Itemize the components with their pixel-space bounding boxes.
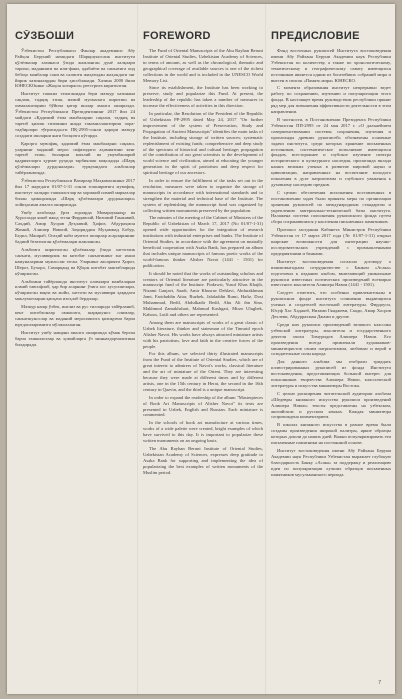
paragraph: В школах книжного искусства в разное время были созданы произведения широкой палитры, яркие образцы которых дошли до наших дней. Важно популяризировать эти письменные памятники на постоянной основе.	[271, 422, 391, 446]
column-english	[143, 30, 263, 680]
paragraph: Ўзбекистон Республикаси Фанлар академияси Абу Райҳон Беруний номидаги Шарқшунослик институти қўлёзмалар хазинаси ўзида жамланган дунё халқлари тарихи, маданияти ва илм-фани, адабиёти ва санъатига оид бебаҳо манбалар сони ва салмоғи жиҳатидан жаҳондаги энг йирик хазиналардан бири ҳисобланади. Хазина 2000 йили ЮНЕСКОнинг «Жаҳон хотираси» реестрига киритилган.	[15, 48, 135, 89]
heading-english: FOREWORD	[143, 30, 211, 42]
paragraph: In the schools of book art manufacture at various times, works of a wide palette were created, bright examples of which have survived to this day. It is important to popularize these written monuments on an ongoing basis.	[143, 420, 263, 444]
paragraph: Ўзбекистон Республикаси Вазирлар Маҳкамасининг 2017 йил 17 мартдаги 01/07-1-31 сонли топшириғига мувофиқ, институт халқаро ташкилотлар ва хорижий илмий марказлар билан ҳамкорликда «Шарқ қўлёзмалари дурдоналари» лойиҳасини амалга оширмоқда.	[15, 178, 135, 207]
paragraph: Among them are manuscripts of works of a great classic of Uzbek literature, thinker and statesman of the Timurid epoch Alisher Navoi. His works have always attracted miniature artists with his patriotism, love and faith in the creative forces of the people.	[143, 319, 263, 349]
paragraph: В частности, в Постановлении Президента Республики Узбекистан ПП-2995 от 24 мая 2017 г. «О дальнейшем совершенствовании системы сохранения, изучения и пропаганды древних рукописей» обозначены основные задачи института, среди которых хранение письменных источников, систематическое пополнение имеющихся фондов, всестороннее и глубокое изучение спектра исторического и культурного наследия, пропаганда вклада наших великих ученых в развитие мировой науки и цивилизации, направленных на воспитание молодого поколения в духе патриотизма и глубокого уважения к духовному наследию предков.	[271, 116, 391, 187]
paragraph: Альбомни тайёрлашда институт олимлари манбаларни илмий тавсифлаб, ҳар бир асарнинг ўзига хос хусусиятлари, кўчирилган вақти ва жойи, хаттоти ва мусаввири ҳақидаги маълумотларни қисқача изоҳлаб бердилар.	[15, 278, 135, 302]
paragraphs-english	[143, 48, 263, 476]
column-divider	[265, 4, 266, 694]
paragraph: Среди них рукописи произведений великого классика узбекской литературы, мыслителя и государственного деятеля эпохи Тимуридов Алишера Навои. Его произведения всегда привлекали художников-миниатюристов своим патриотизмом, любовью и верой в созидательные силы народа.	[271, 321, 391, 357]
paragraph: Следует отметить, что особенно привлекательны в рукописном фонде института сочинения выдающихся ученых и создателей восточной литературы. Фирдоуси, Юсуф Хас Хаджиб, Низами Гянджеви, Саади, Амир Хосров Дехлеви, Абдуррахман Джами и другие.	[271, 290, 391, 319]
paragraph: С целью обеспечения исполнения поставленных в постановлении задач были приняты меры по организации хранения рукописей по международным стандартам и укреплению материально-технической базы института. Налажена система пополнения рукописного фонда путем сбора сохранившихся у населения письменных памятников.	[271, 189, 391, 225]
paragraph: Институт ташкил этилганидан бери мазкур хазинани сақлаш, тадқиқ этиш, илмий муомалага киритиш ва оммалаштириш бўйича қатор ишлар амалга оширилди. Ўзбекистон Республикаси Президентининг 2017 йил 24 майдаги «Қадимий ёзма манбаларни сақлаш, тадқиқ ва тарғиб қилиш тизимини янада такомиллаштириш чора-тадбирлари тўғрисида»ги ПҚ-2995-сонли қарори мазкур соҳадаги ишларни янги босқичга кўтарди.	[15, 91, 135, 138]
page-number: 7	[378, 680, 381, 686]
paragraphs-russian	[271, 48, 391, 478]
paragraph: In order to expand the readership of the album "Masterpieces of Book Art Manuscripts of Alisher Navoi" its texts are presented in Uzbek, English and Russian. Each miniature is commented.	[143, 394, 263, 418]
paragraph: Институт востоковедения имени Абу Райхана Беруни Академии наук Республики Узбекистан выражает глубокую благодарность Банку «Асака» за поддержку и реализацию идеи по популяризации лучших образцов письменных памятников мусульманского периода.	[271, 448, 391, 477]
paragraph: The Fund of Oriental Manuscripts of the Abu Rayhan Beruni Institute of Oriental Studies, Uzbekistan Academy of Sciences, in terms of amount, as well as the chronological, thematic and geographical coverage of available sources is one of the richest collections in the world and is included in the UNESCO World Memory List.	[143, 48, 263, 83]
paragraph: Институт востоковедения согласно договору о взаимовыгодном сотрудничестве с Банком «Асака» подготовил к изданию альбом, включающий уникальные рукописи известных поэтических произведений всемирно известного мыслителя Алишера Навои (1441 - 1501).	[271, 258, 391, 288]
paragraph: Мазкур нашр ўзбек, инглиз ва рус тилларида тайёрланиб, кенг китобхонлар оммасига, шарқшунос олимлар, санъатшунослар ва маданий меросимизга қизиқувчи барча юртдошларимизга мўлжалланган.	[15, 304, 135, 327]
paragraph: Фонд восточных рукописей Института востоковедения имени Абу Райхана Беруни Академии наук Республики Узбекистан по количеству, а также по хронологическому, тематическому и географическому охвату имеющихся источников является одним из богатейших собраний мира и внесен в список «Память мира» ЮНЕСКО.	[271, 48, 391, 83]
column-russian	[271, 30, 391, 680]
heading-uzbek: СЎЗБОШИ	[15, 30, 75, 42]
paragraph: It should be noted that the works of outstanding scholars and creators of Oriental literature are particularly attractive in the manuscript fund of the Institute. Firdawsi, Yusuf Khas Khajib, Nizami Ganjavi, Saadi, Amir Khusrav Dehlavi, Abdurakhman Jami, Fariduddin Attar, Ruzbek, Jalaladdin Rumi, Hafiz, Dost Muhammad, Bedil, Abdulkadir Bedil, Abu Ali ibn Sina, Makhmud Zamakhshari, Mahmud Kashgari, Mirzo Ulugbek, Kaboos, Lutfi and others are represented.	[143, 270, 263, 317]
paragraph: The minutes of the meeting of the Cabinet of Ministers of the Republic of Uzbekistan of March 17, 2017 (No 01/07-1-31) opened wide opportunities for the integration of research institutions with industrial enterprises and banks. The Institute of Oriental Studies, in accordance with the agreement on mutually beneficial cooperation with Asaka Bank, has prepared an album that includes unique manuscripts of famous poetic works of the world-famous thinker Alisher Navoi (1441 - 1501) for publication.	[143, 215, 263, 268]
paragraph: Протокол заседания Кабинета Министров Республики Узбекистан от 17 марта 2017 года (№ 01/07-1-31) открыл широкие возможности для интеграции научно-исследовательских учреждений с промышленными предприятиями и банками.	[271, 227, 391, 256]
heading-russian: ПРЕДИСЛОВИЕ	[271, 30, 360, 42]
paragraphs-uzbek	[15, 48, 135, 348]
column-divider	[137, 4, 138, 694]
paragraph: In particular, the Resolution of the President of the Republic of Uzbekistan PP-2995 dated May 24, 2017 "On further improvement of the system of Preservation, Study and Propagation of Ancient Manuscripts" identifies the main tasks of the Institute, including storage of written sources; systematic replenishment of existing funds; comprehensive and deep study of the spectrum of historical and cultural heritage; propagation of the contribution of our great scientists to the development of world science and civilization, aimed at educating the younger generation in the spirit of patriotism and deep respect for spiritual heritage of our ancestors.	[143, 111, 263, 176]
paragraph: Институт ушбу нашрни амалга оширишда кўмак берган барча ташкилотлар ва ҳомийларга ўз миннатдорчилигини билдиради.	[15, 329, 135, 347]
paragraph: С момента образования институт непрерывно ведет работу по сохранению, изучению и популяризации этого фонда. В настоящее время руководством республики принят ряд мер для повышения эффективности деятельности в этом направлении.	[271, 85, 391, 115]
paragraph: In order to ensure the fulfillment of the tasks set out in the resolution, measures were taken to organize the storage of manuscripts in accordance with international standards and to strengthen the material and technical base of the Institute. The system of replenishing the manuscript fund was organized by collecting written monuments preserved by the population.	[143, 178, 263, 213]
paragraph: The Abu Rayhan Beruni Institute of Oriental Studies, Uzbekistan Academy of Sciences, expresses deep gratitude to Asaka Bank for supporting and implementing the idea of popularizing the best examples of written monuments of the Muslim period.	[143, 446, 263, 475]
book-page	[7, 4, 395, 694]
paragraph: Ушбу альбомда ўрта асрларда Мовароуннаҳр ва Хуросонда яшаб ижод этган Фирдавсий, Низомий Ганжавий, Саъдий, Амир Хусрав Деҳлавий, Ҳофиз, Абдураҳмон Жомий, Алишер Навоий, Заҳириддин Муҳаммад Бобур, Бедил, Машраб, Огаҳий каби мумтоз шоирлар асарларининг бадиий безатилган қўлёзмалари жамланган.	[15, 209, 135, 245]
column-uzbek	[15, 30, 135, 680]
paragraph: Для данного альбома мы отобрали тридцать иллюстрированных рукописей из фонда Института востоковедения, представляющих большой интерес для поклонников творчества Алишера Навои, классической литературы и искусства миниатюры Востока.	[271, 359, 391, 388]
paragraph: С целью расширения читательской аудитории альбома «Шедевры книжного искусства рукописи произведений Алишера Навои» тексты представлены на узбекском, английском и русском языках. Каждая миниатюра сопровождена комментарием.	[271, 390, 391, 420]
paragraph: For this album, we selected thirty illustrated manuscripts from the Fund of the Institute of Oriental Studies, which are of great interest to admirers of Navoi's works, classical literature and the art of miniature of the Orient. They are interesting because they were made at different times and by different artists, one in the 15th century in Herat, the second in the 16th century in Qazvin, and the third is a unique manuscript.	[143, 351, 263, 392]
paragraph: Альбомга киритилган қўлёзмалар ўзида хаттотлик санъати, мусаввирлик ва китобат санъатининг энг яхши намуналарини мужассам этган. Уларнинг аксарияти Ҳирот, Шероз, Бухоро, Самарқанд ва Қўқон китобат мактабларида кўчирилган.	[15, 247, 135, 276]
paragraph: Since its establishment, the Institute has been working to preserve, study and popularize this Fund. At present, the leadership of the republic has taken a number of measures to increase the effectiveness of activities in this direction.	[143, 85, 263, 109]
paragraph: Қарорга мувофиқ, қадимий ёзма манбаларни сақлаш, уларнинг маданий мерос сифатидаги аҳамиятини кенг тарғиб этиш, ёшларни миллий ва умумбашарий қадриятларга ҳурмат руҳида тарбиялаш мақсадида «Шарқ қўлёзмалари дурдоналари» туркумидаги альбомлар тайёрланмоқда.	[15, 140, 135, 176]
